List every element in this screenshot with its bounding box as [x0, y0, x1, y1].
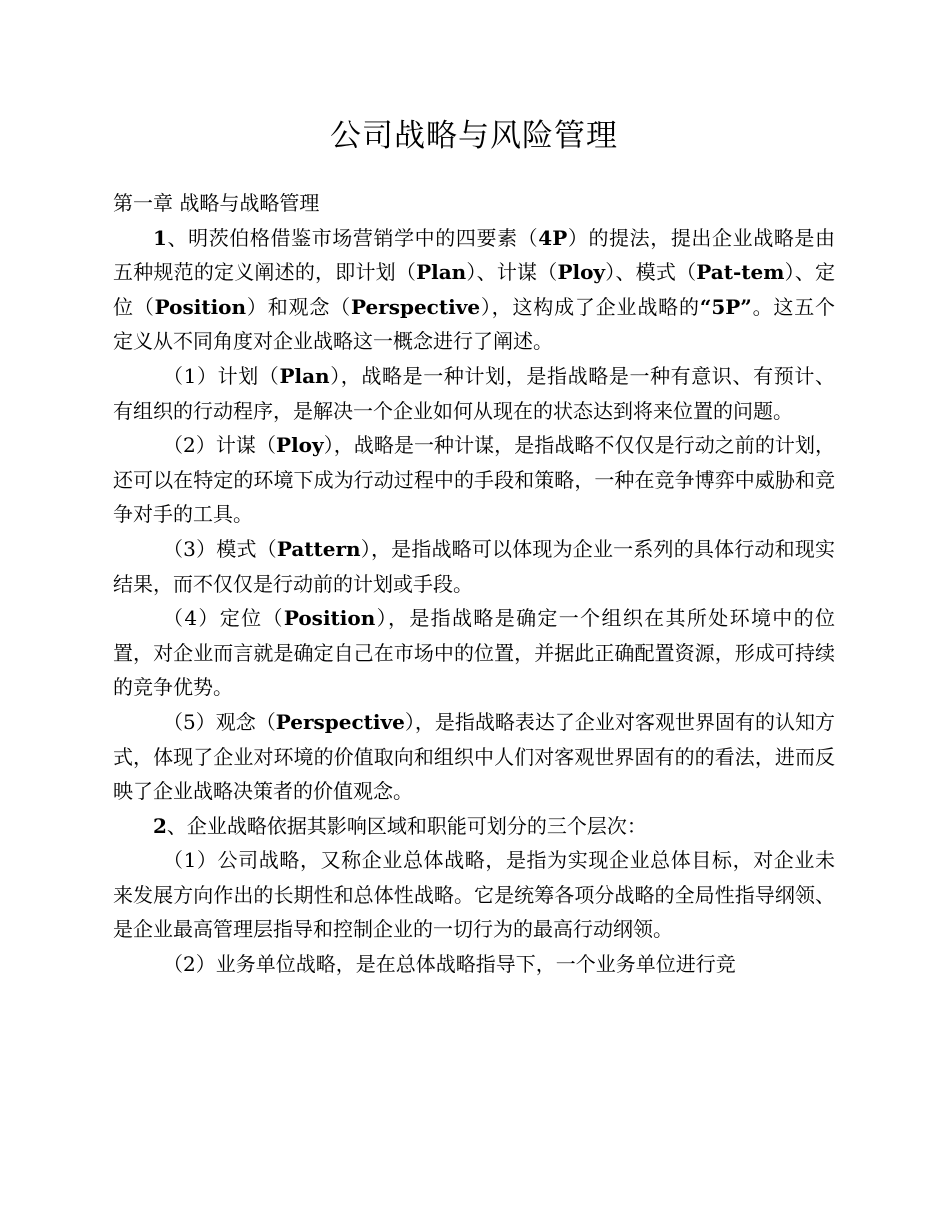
text-run: ），战略是一种计划，是指战略是一种有意识、有预计、有组织的行动程序，是解决一个企业如何从现在的状态达到将来位置的问题。 — [113, 363, 836, 423]
keyword: “5P” — [699, 294, 752, 319]
keyword: Perspective — [350, 294, 481, 319]
paragraph-ploy — [113, 428, 835, 532]
text-run: ），战略是一种计谋，是指战略不仅仅是行动之前的计划，还可以在特定的环境下成为行动过程中的手段和策略，一种在竞争博弈中威胁和竞争对手的工具。 — [113, 433, 836, 527]
keyword: Plan — [416, 260, 467, 285]
item-number: 1 — [153, 225, 167, 250]
text-run: （1）计划（ — [163, 363, 280, 388]
text-run: （3）模式（ — [163, 536, 277, 561]
text-run: （2）计谋（ — [163, 433, 277, 458]
keyword: 4P — [538, 225, 568, 250]
text-run: ）、计谋（ — [466, 260, 558, 285]
keyword: Ploy — [557, 260, 606, 285]
text-run: （5）观念（ — [163, 709, 276, 734]
item-number: 2 — [153, 813, 167, 838]
keyword: Position — [283, 606, 376, 631]
paragraph-5p-definition — [113, 221, 835, 359]
text-run: ）和观念（ — [246, 294, 351, 319]
text-run: ），是指战略可以体现为企业一系列的具体行动和现实结果，而不仅仅是行动前的计划或手段。 — [113, 536, 835, 596]
keyword: Pat-tem — [696, 260, 785, 285]
keyword: Position — [154, 294, 247, 319]
paragraph-pattern — [113, 532, 835, 601]
chapter-heading: 第一章 战略与战略管理 — [113, 191, 320, 215]
paragraph-business-unit-strategy: （2）业务单位战略，是在总体战略指导下，一个业务单位进行竞 — [163, 952, 736, 977]
keyword: Pattern — [276, 536, 361, 561]
text-run: ），是指战略表达了企业对客观世界固有的认知方式，体现了企业对环境的价值取向和组织中人们对客观世界固有的的看法，进而反映了企业战略决策者的价值观念。 — [113, 709, 835, 804]
paragraph-plan — [113, 359, 835, 428]
text-run: ）、模式（ — [605, 260, 697, 285]
text-run: ）、定位（ — [113, 260, 836, 319]
text-run: 、明茨伯格借鉴市场营销学中的四要素（ — [166, 225, 539, 250]
keyword: Plan — [279, 363, 330, 388]
paragraph-strategy-levels — [113, 809, 835, 844]
text-run: ），是指战略是确定一个组织在其所处环境中的位置，对企业而言就是确定自己在市场中的位置，并据此正确配置资源，形成可持续的竞争优势。 — [113, 606, 835, 700]
keyword: Ploy — [276, 433, 324, 458]
document-page — [113, 108, 835, 982]
text-run: 、企业战略依据其影响区域和职能可划分的三个层次： — [166, 813, 647, 838]
keyword: Perspective — [275, 709, 405, 734]
text-run: （4）定位（ — [163, 606, 284, 631]
paragraph-corporate-strategy: （1）公司战略，又称企业总体战略，是指为实现企业总体目标，对企业未来发展方向作出的长期性和总体性战略。它是统筹各项分战略的全局性指导纲领、是企业最高管理层指导和控制企业的一切行为的最高行动纲领。 — [113, 848, 835, 942]
paragraph-perspective — [113, 705, 835, 809]
paragraph-position — [113, 601, 835, 705]
text-run: ）的提法，提出企业战略是由五种规范的定义阐述的，即计划（ — [113, 225, 836, 285]
text-run: ），这构成了企业战略的 — [480, 294, 700, 319]
text-run: 。这五个定义从不同角度对企业战略这一概念进行了阐述。 — [113, 294, 836, 354]
document-title: 公司战略与风险管理 — [330, 118, 618, 154]
